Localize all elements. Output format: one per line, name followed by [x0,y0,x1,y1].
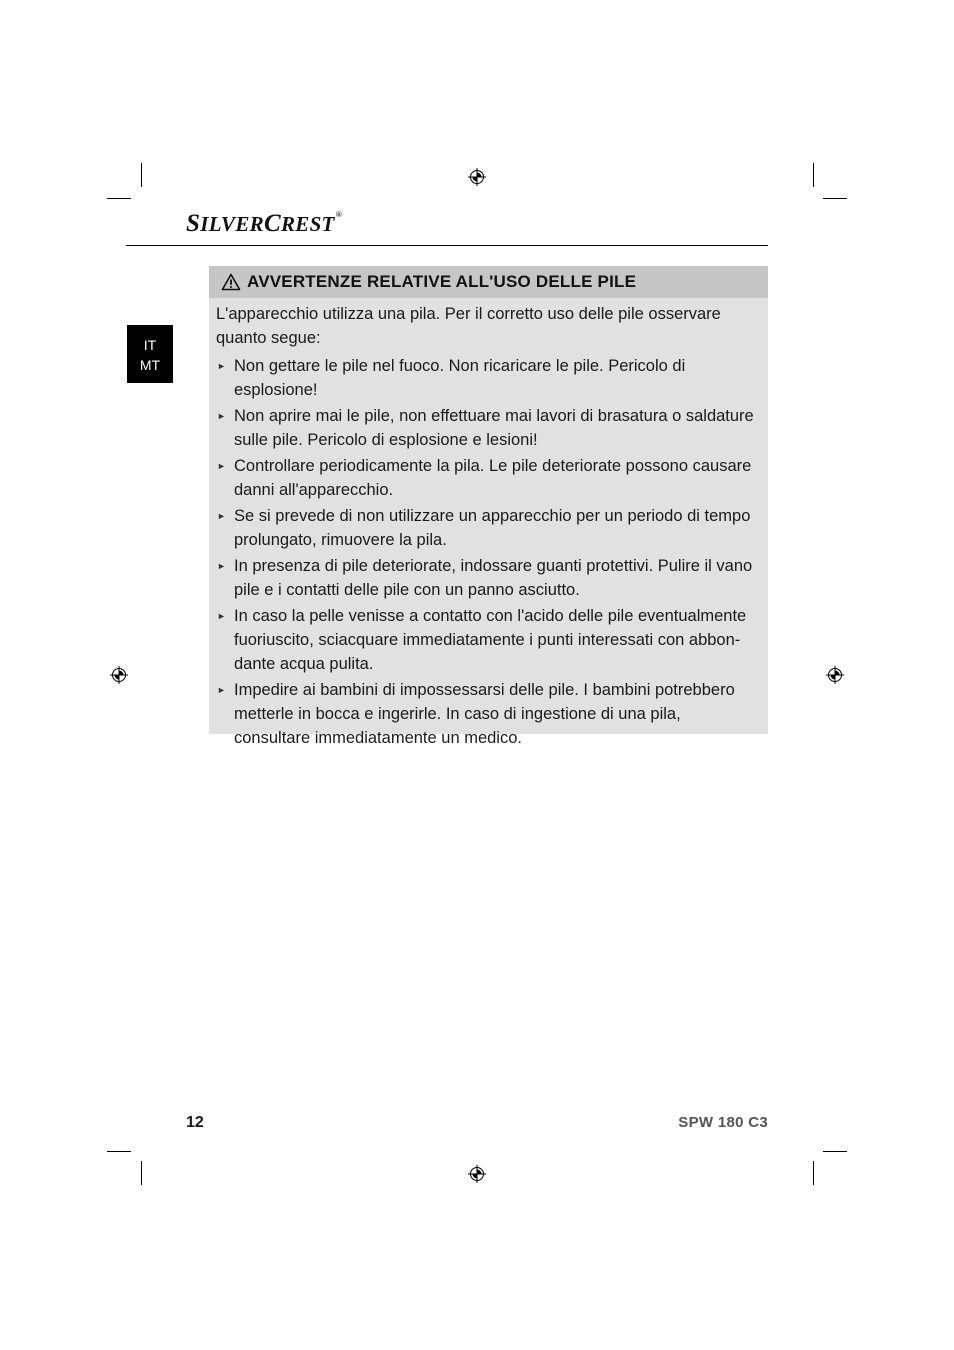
registration-mark-icon [826,666,844,684]
header-divider [126,245,768,246]
registration-mark-icon [468,168,486,186]
list-item-text: In presenza di pile deteriorate, indossare guanti protettivi. Pulire il vano pile e i contatti delle pile con un panno asciutto. [234,557,753,599]
registration-mark-icon [468,1165,486,1183]
list-item-text: Se si prevede di non utilizzare un apparecchio per un periodo di tempo prolungato, rimuovere la pila. [234,507,751,549]
warning-intro: L'apparecchio utilizza una pila. Per il corretto uso delle pile osservare quanto segue: [216,305,721,347]
crop-mark-top-right-horizontal [823,198,847,199]
brand-logo [186,210,342,238]
bullet-arrow-icon: ► [217,361,226,371]
list-item-text: In caso la pelle venisse a contatto con l'acido delle pile eventualmente fuoriuscito, sciacquare immediatamente i punti interessati con abbon-dante acqua pulita. [234,607,747,673]
warning-triangle-icon [221,273,241,291]
brand-logo-initial-s: S [186,210,201,237]
list-item [216,354,756,402]
bullet-arrow-icon: ► [217,511,226,521]
language-tab [127,325,173,383]
list-item [216,404,756,452]
crop-mark-bottom-left-horizontal [107,1151,131,1152]
registration-mark-icon [110,666,128,684]
brand-logo-rest: REST [280,212,335,236]
list-item-text: Impedire ai bambini di impossessarsi delle pile. I bambini potrebbero metterle in bocca e ingerirle. In caso di ingestione di una pila, consultare immediatamente un medico. [234,681,735,747]
bullet-arrow-icon: ► [217,685,226,695]
crop-mark-top-left-horizontal [107,198,131,199]
list-item [216,554,756,602]
model-number: SPW 180 C3 [678,1114,768,1131]
crop-mark-bottom-right-vertical [813,1161,814,1185]
warning-list [216,354,756,750]
crop-mark-top-right-vertical [813,163,814,187]
list-item [216,454,756,502]
list-item [216,678,756,750]
list-item [216,504,756,552]
bullet-arrow-icon: ► [217,411,226,421]
language-code-it: IT [143,337,157,353]
list-item-text: Controllare periodicamente la pila. Le pile deteriorate possono causare danni all'apparecchio. [234,457,752,499]
warning-body [209,298,768,750]
language-code-mt: MT [139,357,161,373]
crop-mark-top-left-vertical [141,163,142,187]
bullet-arrow-icon: ► [217,611,226,621]
trademark-symbol: ® [335,210,342,219]
brand-logo-ilver: ILVER [200,212,264,236]
brand-logo-initial-c: C [263,210,281,237]
warning-title: AVVERTENZE RELATIVE ALL'USO DELLE PILE [247,272,637,291]
bullet-arrow-icon: ► [217,461,226,471]
crop-mark-bottom-right-horizontal [823,1151,847,1152]
bullet-arrow-icon: ► [217,561,226,571]
list-item-text: Non aprire mai le pile, non effettuare mai lavori di brasatura o saldature sulle pile. Pericolo di esplosione e lesioni! [234,407,754,449]
list-item [216,604,756,676]
crop-mark-bottom-left-vertical [141,1161,142,1185]
warning-header [209,266,768,298]
battery-warning-box [209,266,768,747]
list-item-text: Non gettare le pile nel fuoco. Non ricaricare le pile. Pericolo di esplosione! [234,357,686,399]
page-number: 12 [186,1114,204,1131]
